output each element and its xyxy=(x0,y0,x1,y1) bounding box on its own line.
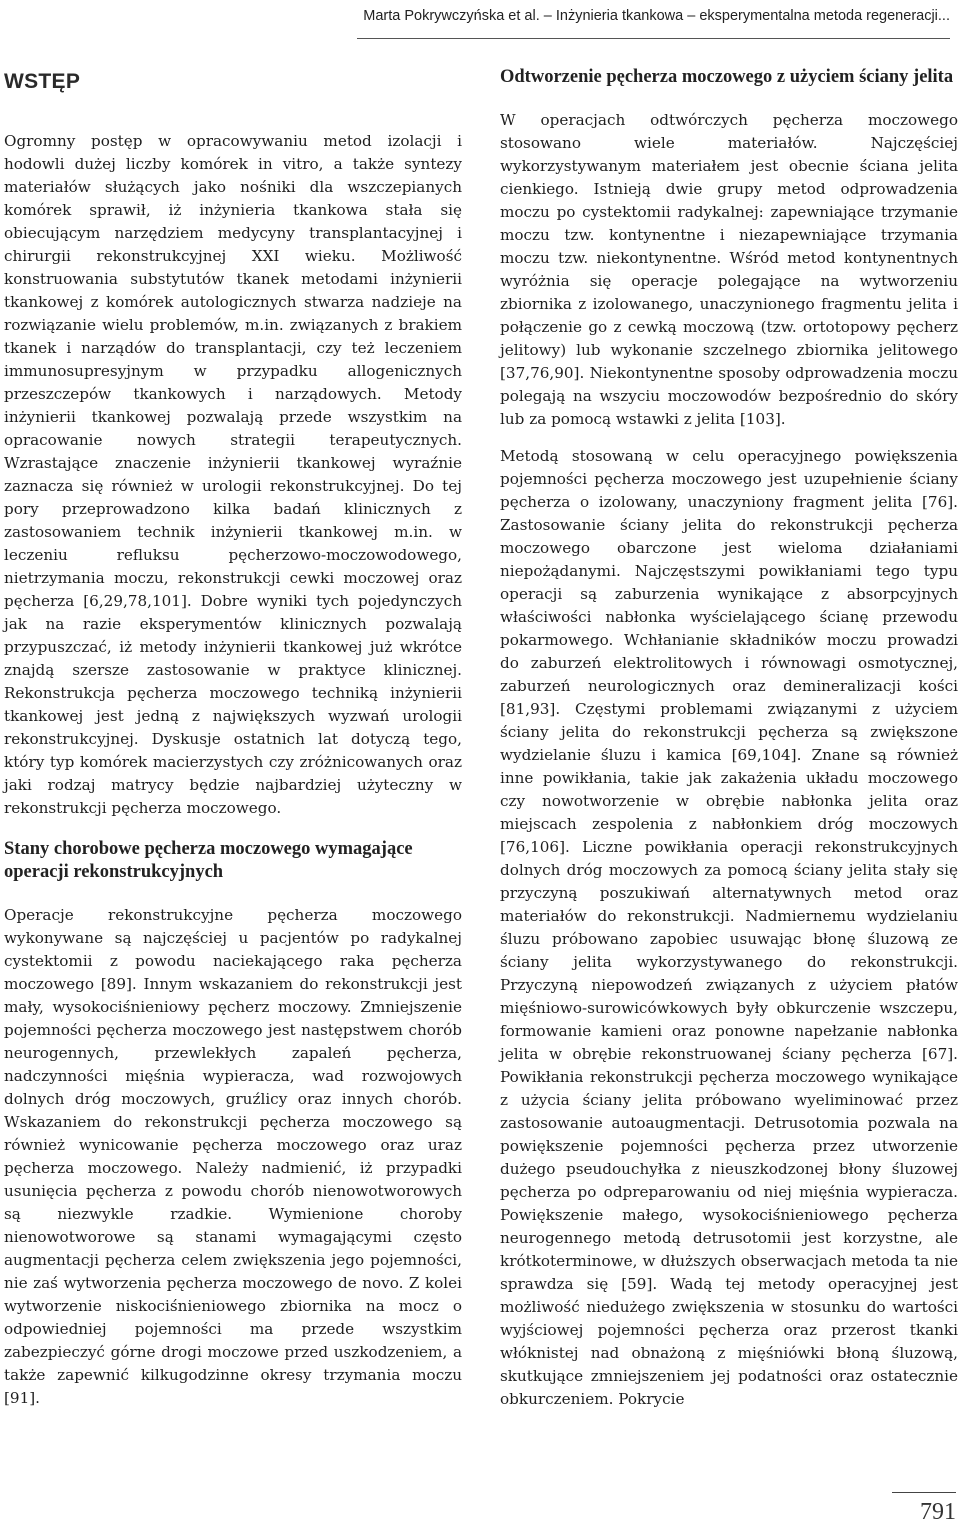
subsection-title-intestinal-wall: Odtworzenie pęcherza moczowego z użyciem ściany jelita xyxy=(500,67,954,87)
spacer xyxy=(500,431,958,445)
left-column xyxy=(4,66,462,1410)
introduction-paragraph: Ogromny postęp w opracowywaniu metod izolacji i hodowli dużej liczby komórek in vitro, a także syntezy materiałów służących jako nośniki dla wszczepianych komórek sprawił, iż inżynieria tkankowa stała się obiecującym narzędziem medycyny transplantacyjnej i chirurgii rekonstrukcyjnej XXI wieku. Możliwość konstruowania substytutów tkanek metodami inżynierii tkankowej z komórek autologicznych stwarza nadzieje na rozwiązanie wielu problemów, m.in. związanych z brakiem tkanek i narządów do transplantacji, czy też leczeniem immunosupresyjnym w przypadku allogenicznych przeszczepów tkankowych i narządowych. Metody inżynierii tkankowej pozwalają przede wszystkim na opracowanie nowych strategii terapeutycznych. Wzrastające znaczenie inżynierii tkankowej wyraźnie zaznacza się również w urologii rekonstrukcyjnej. Do tej pory przeprowadzono kilka badań klinicznych z zastosowaniem technik inżynierii tkankowej m.in. w leczeniu refluksu pęcherzowo-moczowodowego, nietrzymania moczu, rekonstrukcji cewki moczowej oraz pęcherza [6,29,78,101]. Dobre wyniki tych pojedynczych jak na razie eksperymentów klinicznych pozwalają przypuszczać, iż metody inżynierii tkankowej już wkrótce znajdą szersze zastosowanie w praktyce klinicznej. Rekonstrukcja pęcherza moczowego techniką inżynierii tkankowej jest jedną z największych wyzwań urologii rekonstrukcyjnej. Dyskusje ostatnich lat dotyczą tego, który typ komórek macierzystych czy zróżnicowanych oraz jaki rodzaj matrycy będzie najbardziej użyteczny w rekonstrukcji pęcherza moczowego. xyxy=(4,132,462,817)
section-title-introduction: WSTĘP xyxy=(4,70,81,93)
subsection-title-disease-states: Stany chorobowe pęcherza moczowego wymagające operacji rekonstrukcyjnych xyxy=(4,839,413,882)
intestinal-wall-paragraph-2: Metodą stosowaną w celu operacyjnego powiększenia pojemności pęcherza moczowego jest uzupełnienie ściany pęcherza o izolowany, unaczyniony fragment jelita [76]. Zastosowanie ściany jelita do rekonstrukcji pęcherza moczowego obarczone jest wieloma działaniami niepożądanymi. Najczęstszymi powikłaniami tego typu operacji są zaburzenia wynikające z absorpcyjnych właściwości nabłonka wyścielającego ścianę przewodu pokarmowego. Wchłanianie składników moczu prowadzi do zaburzeń elektrolitowych i równowagi osmotycznej, zaburzeń neurologicznych oraz demineralizacji kości [81,93]. Częstymi problemami związanymi z użyciem ściany jelita do rekonstrukcji pęcherza są zwiększone wydzielanie śluzu i kamica [69,104]. Znane są również inne powikłania, takie jak zakażenia układu moczowego czy nowotworzenie w obrębie nabłonka jelita oraz miejscach zespolenia z nabłonkiem dróg moczowych [76,106]. Liczne powikłania operacji rekonstrukcyjnych dolnych dróg moczowych za pomocą ściany jelita stały się przyczyną poszukiwań alternatywnych metod oraz materiałów do rekonstrukcji. Nadmiernemu wydzielaniu śluzu próbowano zapobiec usuwając błonę śluzową ze ściany jelita wykorzystywanego do rekonstrukcji. Przyczyną niepowodzeń związanych z użyciem płatów mięśniowo-surowicówkowych były obkurczenie wszczepu, formowanie kamieni oraz ponowne napełzanie nabłonka jelita w obrębie rekonstruowanej ściany pęcherza [67]. Powikłania rekonstrukcji pęcherza moczowego wynikające z użycia ściany jelita próbowano wyeliminować przez zastosowanie autoaugmentacji. Detrusotomia pozwala na powiększenie pojemności pęcherza przez utworzenie dużego pseudouchyłka z nieuszkodzonej błony śluzowej pęcherza po odpreparowaniu od niej mięśnia wypieracza. Powiększenie małego, wysokociśnieniowego pęcherza neurogennego metodą detrusotomii jest korzystne, ale krótkoterminowe, w dłuższych obserwacjach metoda ta nie sprawdza się [59]. Wadą tej metody operacyjnej jest możliwość niedużego zwiększenia w stosunku do wartości wyjściowej pojemności pęcherza oraz przerost tkanki włóknistej nad obnażoną z mięśniówki błoną śluzową, skutkujące zmniejszeniem jej podatności oraz ostatecznie obkurczeniem. Pokrycie xyxy=(500,447,958,1408)
spacer xyxy=(4,820,462,838)
intestinal-wall-paragraph-1: W operacjach odtwórczych pęcherza moczowego stosowano wiele materiałów. Najczęściej wykorzystywanym materiałem jest obecnie ściana jelita cienkiego. Istnieją dwie grupy metod odprowadzenia moczu po cystektomii radykalnej: zapewniające trzymanie moczu tzw. kontynentne i niezapewniające trzymania moczu tzw. niekontynentne. Wśród metod kontynentnych wyróżnia się operacje polegające na wytworzeniu zbiornika z izolowanego, unaczynionego fragmentu jelita i połączenie go z cewką moczową (tzw. ortotopowy pęcherz jelitowy) lub wykonanie szczelnego zbiornika jelitowego [37,76,90]. Niekontynentne sposoby odprowadzenia moczu polegają na wszyciu moczowodów bezpośrednio do skóry lub za pomocą wstawki z jelita [103]. xyxy=(500,111,958,428)
right-column xyxy=(500,66,958,1411)
running-header: Marta Pokrywczyńska et al. – Inżynieria tkankowa – eksperymentalna metoda regeneracji... xyxy=(357,6,950,39)
page-number: 791 xyxy=(892,1492,956,1531)
disease-states-paragraph: Operacje rekonstrukcyjne pęcherza moczowego wykonywane są najczęściej u pacjentów po radykalnej cystektomii z powodu naciekającego raka pęcherza moczowego [89]. Innym wskazaniem do rekonstrukcji jest mały, wysokociśnieniowy pęcherz moczowy. Zmniejszenie pojemności pęcherza moczowego jest następstwem chorób neurogennych, przewlekłych zapaleń pęcherza, nadczynności mięśnia wypieracza, wad rozwojowych dolnych dróg moczowych, gruźlicy oraz innych chorób. Wskazaniem do rekonstrukcji pęcherza moczowego są również wynicowanie pęcherza moczowego oraz uraz pęcherza moczowego. Należy nadmienić, iż przypadki usunięcia pęcherza z powodu chorób nienowotworowych są niezwykle rzadkie. Wymienione choroby nienowotworowe są stanami wymagającymi często augmentacji pęcherza celem zwiększenia jego pojemności, nie zaś wytworzenia pęcherza moczowego de novo. Z kolei wytworzenie niskociśnieniowego zbiornika na mocz o odpowiedniej pojemności ma przede wszystkim zabezpieczyć górne drogi moczowe przed uszkodzeniem, a także zapewnić kilkugodzinne okresy trzymania moczu [91]. xyxy=(4,906,462,1407)
